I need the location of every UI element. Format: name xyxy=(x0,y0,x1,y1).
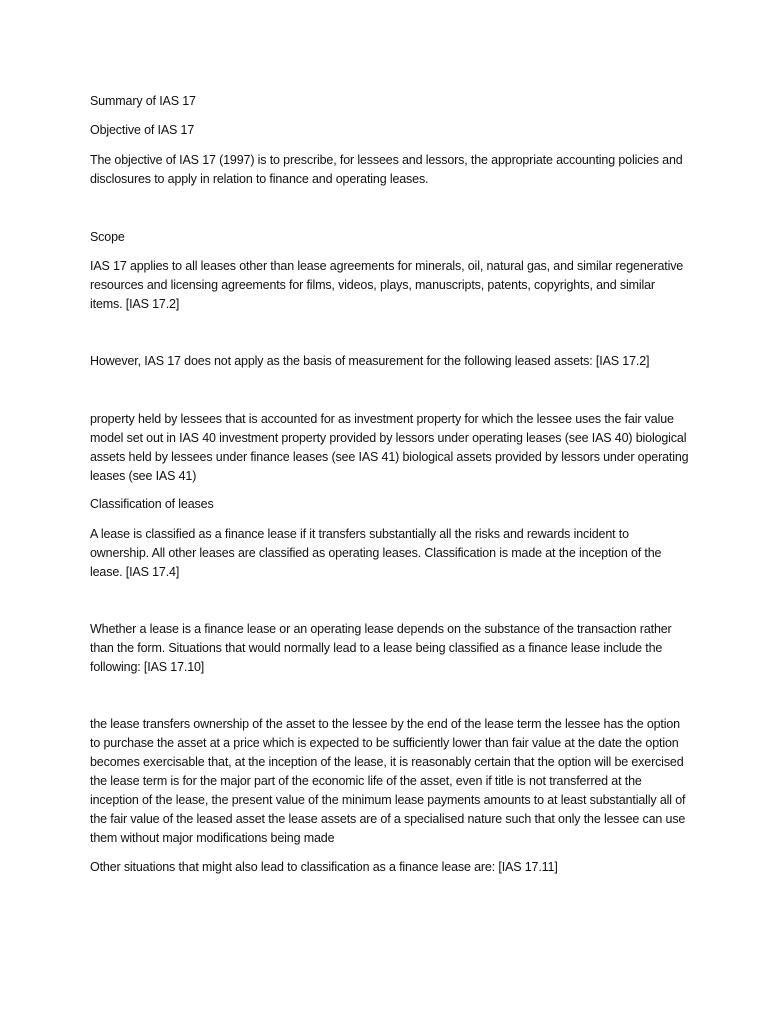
summary-title: Summary of IAS 17 xyxy=(90,94,196,108)
scope-exception-items: property held by lessees that is accounted for as investment property for which the lessee uses the fair value model set out in IAS 40 investment property provided by lessors under operating leases (see IAS 40) biological assets held by lessees under finance leases (see IAS 41) biological assets provided by lessors under operating leases (see IAS 41) xyxy=(90,412,689,483)
other-situations-paragraph: Other situations that might also lead to classification as a finance lease are: [IAS 17.11] xyxy=(90,860,558,874)
objective-paragraph: The objective of IAS 17 (1997) is to prescribe, for lessees and lessors, the appropriate accounting policies and disclosures to apply in relation to finance and operating leases. xyxy=(90,153,683,186)
scope-paragraph: IAS 17 applies to all leases other than lease agreements for minerals, oil, natural gas, and similar regenerative resources and licensing agreements for films, videos, plays, manuscripts, patents, copyrights, and similar items. [IAS 17.2] xyxy=(90,259,684,311)
situations-paragraph: the lease transfers ownership of the asset to the lessee by the end of the lease term the lessee has the option to purchase the asset at a price which is expected to be sufficiently lower than fair value at the date the option becomes exercisable that, at the inception of the lease, it is reasonably certain that the option will be exercised the lease term is for the major part of the economic life of the asset, even if title is not transferred at the inception of the lease, the present value of the minimum lease payments amounts to at least substantially all of the fair value of the leased asset the lease assets are of a specialised nature such that only the lessee can use them without major modifications being made xyxy=(90,717,686,845)
substance-paragraph: Whether a lease is a finance lease or an operating lease depends on the substance of the transaction rather than the form. Situations that would normally lead to a lease being classified as a finance lease include the following: [IAS 17.10] xyxy=(90,622,672,674)
classification-paragraph: A lease is classified as a finance lease if it transfers substantially all the risks and rewards incident to ownership. All other leases are classified as operating leases. Classification is made at the inception of the lease. [IAS 17.4] xyxy=(90,527,662,579)
scope-heading: Scope xyxy=(90,230,125,244)
scope-exception-intro: However, IAS 17 does not apply as the basis of measurement for the following leased assets: [IAS 17.2] xyxy=(90,354,650,368)
classification-heading: Classification of leases xyxy=(90,497,214,511)
objective-heading: Objective of IAS 17 xyxy=(90,123,195,137)
